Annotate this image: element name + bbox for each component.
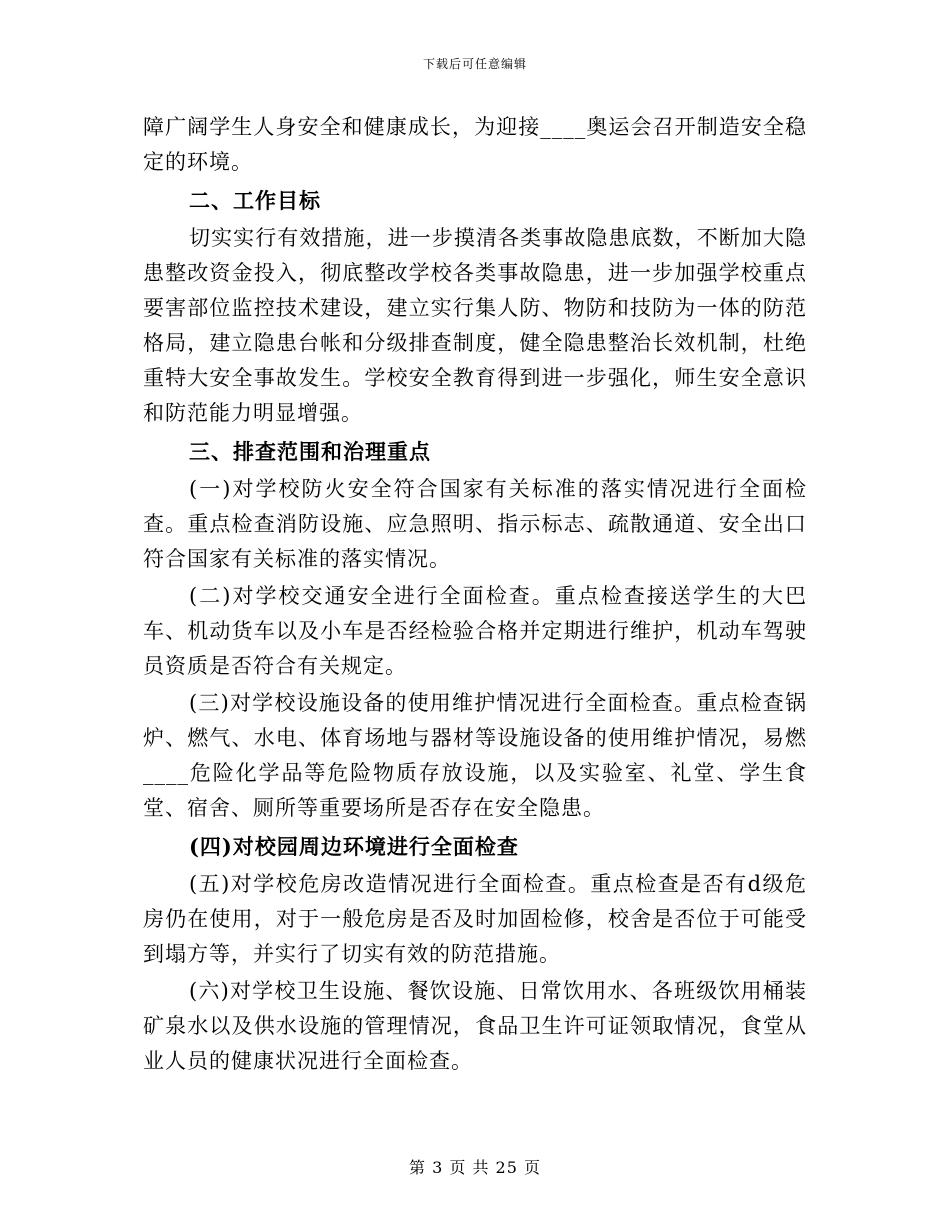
header-note: 下载后可任意编辑 (422, 57, 527, 71)
paragraph-fire-safety: (一)对学校防火安全符合国家有关标准的落实情况进行全面检查。重点检查消防设施、应急照明、指示标志、疏散通道、安全出口符合国家有关标准的落实情况。 (143, 477, 807, 571)
page-number: 第 3 页 共 25 页 (409, 1158, 541, 1177)
paragraph-traffic-safety: (二)对学校交通安全进行全面检查。重点检查接送学生的大巴车、机动货车以及小车是否经检验合格并定期进行维护，机动车驾驶员资质是否符合有关规定。 (143, 584, 807, 678)
paragraph-safety-environment: 障广阔学生人身安全和健康成长，为迎接____奥运会召开制造安全稳定的环境。 (143, 115, 807, 174)
subheading-campus-surroundings: (四)对校园周边环境进行全面检查 (189, 834, 519, 859)
document-body (143, 110, 807, 1079)
paragraph-facility-maintenance: (三)对学校设施设备的使用维护情况进行全面检查。重点检查锅炉、燃气、水电、体育场地与器材等设施设备的使用维护情况，易燃____危险化学品等危险物质存放设施，以及实验室、礼堂、学生食堂、宿舍、厕所等重要场所是否存在安全隐患。 (143, 691, 807, 820)
paragraph-work-goals: 切实实行有效措施，进一步摸清各类事故隐患底数，不断加大隐患整改资金投入，彻底整改学校各类事故隐患，进一步加强学校重点要害部位监控技术建设，建立实行集人防、物防和技防为一体的防范格局，建立隐患台帐和分级排查制度，健全隐患整治长效机制，杜绝重特大安全事故发生。学校安全教育得到进一步强化，师生安全意识和防范能力明显增强。 (143, 226, 807, 425)
paragraph-hygiene-inspection: (六)对学校卫生设施、餐饮设施、日常饮用水、各班级饮用桶装矿泉水以及供水设施的管理情况，食品卫生许可证领取情况，食堂从业人员的健康状况进行全面检查。 (143, 979, 807, 1073)
section-heading-work-goals: 二、工作目标 (189, 188, 321, 213)
section-heading-inspection-scope: 三、排查范围和治理重点 (189, 439, 431, 464)
paragraph-dangerous-buildings: (五)对学校危房改造情况进行全面检查。重点检查是否有d级危房仍在使用，对于一般危房是否及时加固检修，校舍是否位于可能受到塌方等，并实行了切实有效的防范措施。 (143, 872, 807, 966)
